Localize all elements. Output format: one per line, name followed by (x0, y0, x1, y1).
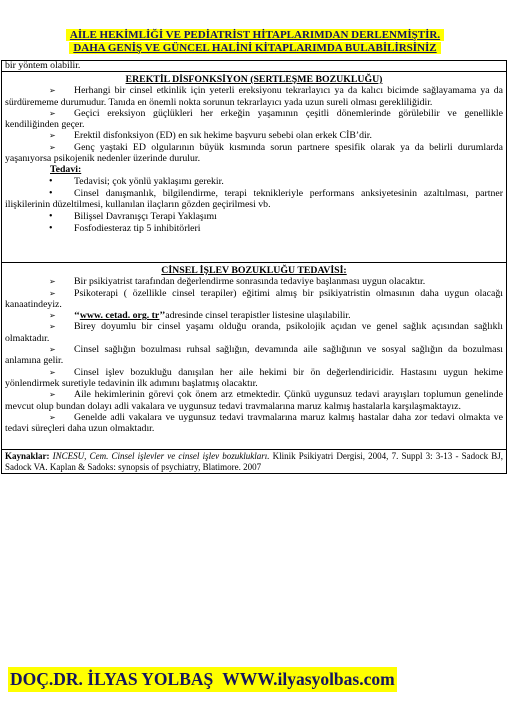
treatment-item-text: Cinsel danışmanlık, bilgilendirme, terapi teknikleriyle performans anksiyetesinin azaltılması, partner ilişkilerinin düzeltilmesi, kullanılan ilaçların gözden geçirilmesi vb. (5, 188, 503, 211)
resource-link-group (74, 310, 165, 321)
treatment-item (5, 176, 503, 187)
treatment-item (5, 211, 503, 222)
arrow-bullet-icon: ➢ (49, 277, 56, 287)
dot-bullet-icon: • (49, 176, 53, 188)
dot-bullet-icon: • (49, 211, 53, 223)
continuation-row (2, 61, 506, 71)
author-name: DOÇ.DR. İLYAS YOLBAŞ (10, 669, 214, 689)
treatment-point-resource (5, 310, 503, 321)
continued-text: bir yöntem olabilir. (5, 60, 81, 71)
treatment-subheading: Tedavi: (50, 164, 82, 176)
arrow-bullet-icon: ➢ (49, 412, 56, 422)
treatment-item-text: Tedavisi; çok yönlü yaklaşımı gerekir. (74, 176, 224, 188)
treatment-point (5, 367, 503, 390)
ed-point (5, 142, 503, 165)
arrow-bullet-icon: ➢ (49, 142, 56, 152)
quote-close: ’’ (159, 310, 166, 322)
notice-line-2-text: DAHA GENİŞ VE GÜNCEL HALİNİ KİTAPLARIMDA BULABİLİRSİNİZ (69, 42, 440, 54)
treatment-point (5, 288, 503, 311)
treatment-point-text: Cinsel işlev bozukluğu danışılan her aile hekimi bir ön değerlendiricidir. Hastasını uygun hekime yönlendirmek suretiyle tedavinin ilk adımını başlatmış olacaktır. (5, 366, 503, 389)
references-row (2, 449, 506, 473)
treatment-point-text: adresinde cinsel terapistler listesine ulaşılabilir. (165, 310, 351, 322)
treatment-point (5, 276, 503, 287)
author-website: WWW.ilyasyolbas.com (222, 669, 395, 689)
dot-bullet-icon: • (49, 188, 53, 200)
treatment-point-text: Psikoterapi ( özellikle cinsel terapiler) eğitimi almış bir psikiyatristin olmasının daha uygun olacağı kanaatindeyiz. (5, 287, 503, 310)
ed-point (5, 108, 503, 131)
ed-point (5, 85, 503, 108)
treatment-item (5, 188, 503, 211)
arrow-bullet-icon: ➢ (49, 288, 56, 298)
document-table (1, 60, 507, 474)
arrow-bullet-icon: ➢ (49, 322, 56, 332)
references-text: Klinik Psikiyatri Dergisi, 2004, 7. Suppl 3: 3-13 - Sadock BJ, Sadock VA. Kaplan & Sadoks: synopsis of psychiatry, Blatimore. 2007 (5, 451, 503, 472)
treatment-point-text: Cinsel sağlığın bozulması ruhsal sağlığın, devamında aile sağlığının ve sosyal sağlığın da bozulması anlamına gelir. (5, 344, 503, 367)
treatment-list (5, 176, 503, 234)
notice-line-1-text: AİLE HEKİMLİĞİ VE PEDİATRİST HİTAPLARIMDAN DERLENMİŞTİR. (66, 29, 444, 41)
treatment-item-text: Bilişsel Davranışçı Terapi Yaklaşımı (74, 211, 217, 223)
treatment-point (5, 389, 503, 412)
section-title-sexual-dysfunction-treatment: CİNSEL İŞLEV BOZUKLUĞU TEDAVİSİ: (161, 265, 347, 276)
section-erectile-dysfunction (2, 71, 506, 262)
arrow-bullet-icon: ➢ (49, 367, 56, 377)
dot-bullet-icon: • (49, 223, 53, 235)
treatment-point-text: Aile hekimlerinin görevi çok önem arz etmektedir. Çünkü uygunsuz tedavi arayışları toplumun genelinde mevcut olup bundan dolayı adli vakalara ve uygunsuz tedavi travmalarına maruz kalmış hastalarla karşılaşmaktayız. (5, 389, 503, 412)
treatment-item-text: Fosfodiesteraz tip 5 inhibitörleri (74, 223, 201, 235)
treatment-point (5, 412, 503, 435)
notice-line-2 (0, 42, 510, 55)
references-italic: INCESU, Cem. Cinsel işlevler ve cinsel işlev bozuklukları. (52, 451, 270, 461)
treatment-point-text: Birey doyumlu bir cinsel yaşamı olduğu oranda, psikolojik açıdan ve genel sağlık açısından sağlıklı olmaktadır. (5, 321, 503, 344)
section-sexual-dysfunction-treatment (2, 262, 506, 449)
arrow-bullet-icon: ➢ (49, 86, 56, 96)
treatment-point (5, 344, 503, 367)
ed-point (5, 130, 503, 141)
ed-point-text: Herhangi bir cinsel etkinlik için yeterli ereksiyonu tekrarlayıcı ya da kalıcı bicimde sağlayamama ya da sürdürememe durumudur. Tanıda en önemli nokta sorunun tekrarlayıcı yada uzun sureli olması gerekliliğidir. (5, 85, 503, 108)
arrow-bullet-icon: ➢ (49, 108, 56, 118)
arrow-bullet-icon: ➢ (49, 131, 56, 141)
notice-line-1 (0, 29, 510, 42)
top-notice-banner (0, 29, 510, 55)
quote-open: ‘‘ (74, 310, 80, 322)
treatment-item (5, 223, 503, 234)
treatment-point-text: Genelde adli vakalara ve uygunsuz tedavi travmalarına maruz kalmış hastalar daha zor tedavi olmakta ve tedavi süreçleri daha uzun olmaktadır. (5, 411, 503, 435)
cetad-link[interactable]: www. cetad. org. tr (79, 310, 160, 322)
author-signature-banner (8, 667, 397, 692)
ed-point-text: Genç yaştaki ED olgularının büyük kısmında sorun partnere spesifik olarak ya da belirli durumlarda yaşanıyorsa psikojenik nedenler üzerinde durulur. (5, 141, 503, 165)
treatment-point (5, 321, 503, 344)
treatment-point-text: Bir psikiyatrist tarafından değerlendirme sonrasında tedaviye başlanması uygun olacaktır. (74, 276, 426, 288)
arrow-bullet-icon: ➢ (49, 390, 56, 400)
references-label: Kaynaklar: (5, 451, 50, 461)
ed-point-text: Geçici ereksiyon güçlükleri her erkeğin yaşamının çeşitli dönemlerinde görülebilir ve genellikle kendiliğinden geçer. (5, 107, 503, 131)
arrow-bullet-icon: ➢ (49, 345, 56, 355)
section-title-erectile-dysfunction: EREKTİL DİSFONKSİYON (SERTLEŞME BOZUKLUĞU) (125, 74, 383, 85)
arrow-bullet-icon: ➢ (49, 311, 56, 321)
ed-point-text: Erektil disfonksiyon (ED) en sık hekime başvuru sebebi olan erkek CİB’dir. (74, 130, 372, 142)
